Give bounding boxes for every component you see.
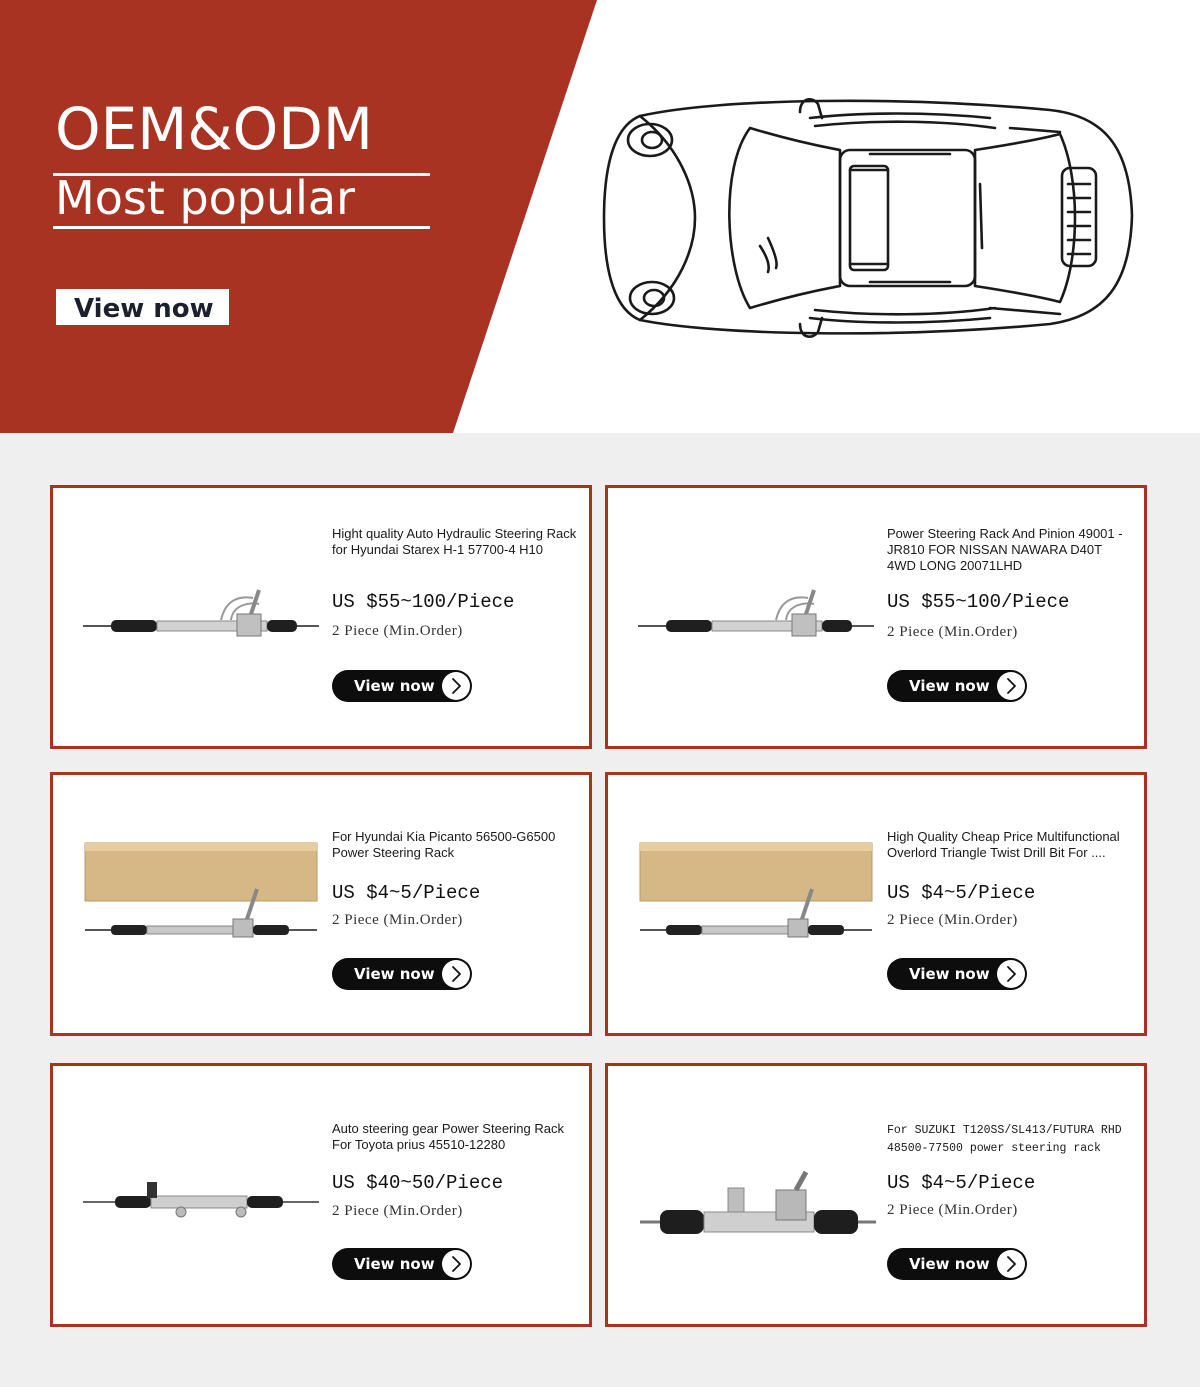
steering-rack-image [81,825,321,1005]
product-card[interactable] [50,485,592,749]
hero-subtitle: Most popular [55,171,356,225]
product-title[interactable]: Power Steering Rack And Pinion 49001 -JR810 FOR NISSAN NAWARA D40T 4WD LONG 20071LHD [887,526,1123,573]
product-image[interactable] [636,1116,876,1296]
product-image[interactable] [81,825,321,1005]
product-min-order: 2 Piece (Min.Order) [332,1203,463,1219]
hero-banner [0,0,1200,433]
product-price: US $4~5/Piece [887,882,1036,904]
product-title[interactable]: Auto steering gear Power Steering Rack For Toyota prius 45510-12280 [332,1121,564,1152]
view-now-label: View now [354,677,435,695]
steering-rack-image [81,538,321,718]
steering-rack-image [81,1116,321,1296]
view-now-label: View now [909,965,990,983]
chevron-right-icon [997,672,1025,700]
view-now-label: View now [354,1255,435,1273]
view-now-button[interactable] [332,670,472,702]
steering-rack-image [636,538,876,718]
product-card[interactable] [605,772,1147,1036]
product-min-order: 2 Piece (Min.Order) [332,912,463,928]
view-now-button[interactable] [332,958,472,990]
view-now-button[interactable] [332,1248,472,1280]
product-image[interactable] [81,538,321,718]
product-min-order: 2 Piece (Min.Order) [887,1202,1018,1218]
product-price: US $4~5/Piece [887,1172,1036,1194]
chevron-right-icon [997,960,1025,988]
hero-view-now-button[interactable]: View now [56,289,229,325]
product-card[interactable] [605,1063,1147,1327]
hero-title: OEM&ODM [55,95,373,163]
product-min-order: 2 Piece (Min.Order) [887,624,1018,640]
steering-rack-image [636,1116,876,1296]
product-card[interactable] [50,1063,592,1327]
product-price: US $55~100/Piece [887,591,1070,613]
product-card[interactable] [50,772,592,1036]
product-min-order: 2 Piece (Min.Order) [332,623,463,639]
hero-divider-bottom [53,226,430,229]
product-price: US $4~5/Piece [332,882,481,904]
view-now-button[interactable] [887,1248,1027,1280]
product-image[interactable] [636,538,876,718]
chevron-right-icon [442,960,470,988]
chevron-right-icon [442,672,470,700]
product-title[interactable]: For SUZUKI T120SS/SL413/FUTURA RHD 48500-77500 power steering rack [887,1124,1122,1155]
product-image[interactable] [636,825,876,1005]
view-now-label: View now [909,1255,990,1273]
chevron-right-icon [442,1250,470,1278]
view-now-button[interactable] [887,958,1027,990]
chevron-right-icon [997,1250,1025,1278]
product-card[interactable] [605,485,1147,749]
view-now-label: View now [909,677,990,695]
view-now-button[interactable] [887,670,1027,702]
product-image[interactable] [81,1116,321,1296]
product-title[interactable]: Hight quality Auto Hydraulic Steering Rack for Hyundai Starex H-1 57700-4 H10 [332,526,577,557]
product-price: US $40~50/Piece [332,1172,504,1194]
car-outline-illustration [600,88,1140,348]
product-title[interactable]: High Quality Cheap Price Multifunctional Overlord Triangle Twist Drill Bit For .... [887,829,1120,860]
steering-rack-image [636,825,876,1005]
product-min-order: 2 Piece (Min.Order) [887,912,1018,928]
view-now-label: View now [354,965,435,983]
product-title[interactable]: For Hyundai Kia Picanto 56500-G6500 Power Steering Rack [332,829,556,860]
product-price: US $55~100/Piece [332,591,515,613]
